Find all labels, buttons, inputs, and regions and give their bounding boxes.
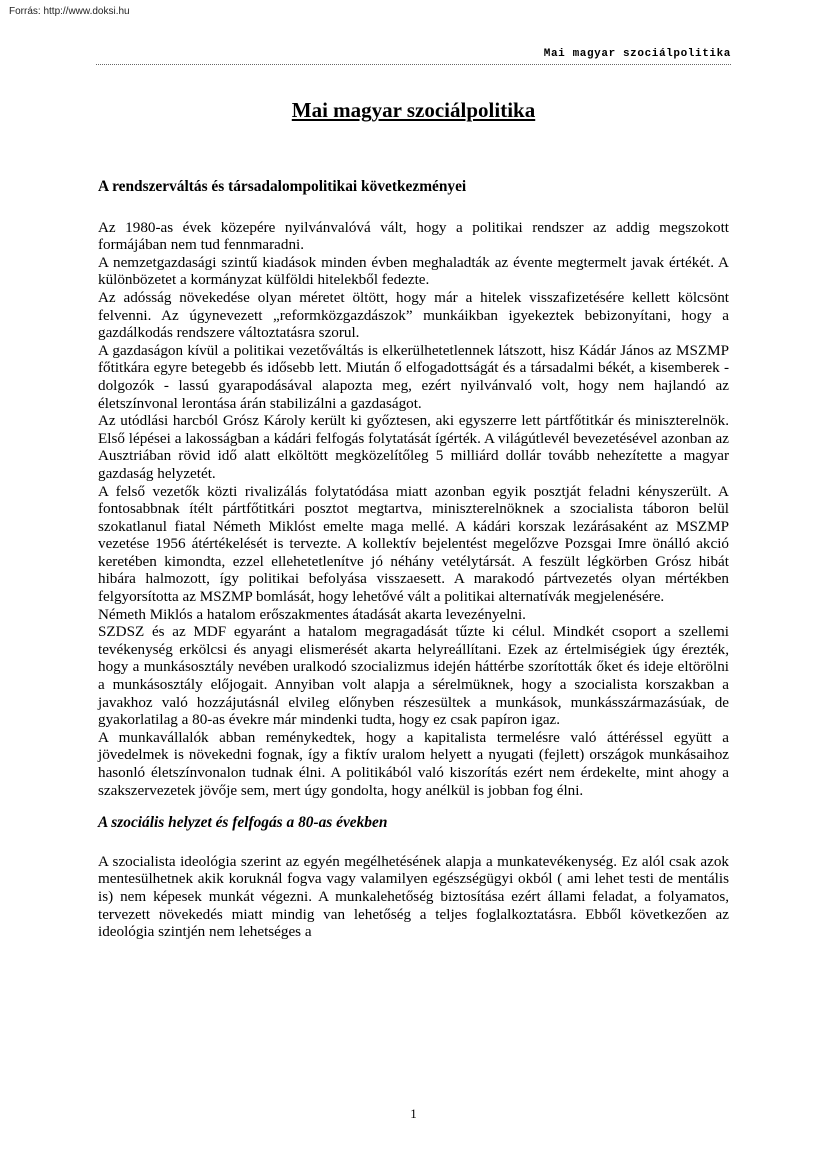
- paragraph: A munkavállalók abban reménykedtek, hogy a kapitalista termelésre való áttéréssel együtt a jövedelmek is növekedni fognak, így a fiktív uralom helyett a nyugati (fejlett) országok munkásaihoz hasonló életszínvonalon tudnak élni. A politikából való kiszorítás ezért nem érdekelte, mint ahogy a szakszervezetek jövője sem, mert úgy gondolta, hogy anélkül is jobban fog élni.: [98, 728, 729, 799]
- running-header: Mai magyar szociálpolitika: [543, 48, 731, 60]
- paragraph: A nemzetgazdasági szintű kiadások minden évben meghaladták az évente megtermelt javak értékét. A különbözetet a kormányzat külföldi hitelekből fedezte.: [98, 253, 729, 289]
- paragraph: A gazdaságon kívül a politikai vezetőváltás is elkerülhetetlennek látszott, hisz Kádár János az MSZMP főtitkára egyre betegebb és idősebb lett. Miután ő elfogadottságát és a társadalmi békét, a kisemberek - dolgozók - lassú gyarapodásával alapozta meg, ezért nyilvánvaló volt, hogy nem hajlandó az életszínvonal lerontása árán stabilizálni a gazdaságot.: [98, 341, 729, 412]
- paragraph: Németh Miklós a hatalom erőszakmentes átadását akarta levezényelni.: [98, 605, 526, 623]
- paragraph: A felső vezetők közti rivalizálás folytatódása miatt azonban egyik posztját feladni kényszerült. A fontosabbnak ítélt pártfőtitkári posztot megtartva, miniszterelnöknek a szocialista táboron belül szokatlanul fiatal Németh Miklóst emelte maga mellé. A kádári korszak lezárásaként az MSZMP vezetése 1956 átértékelését is tervezte. A kollektív bejelentést megelőzve Pozsgai Imre önálló akció keretében kimondta, ezzel ellehetetlenítve jó néhány vetélytársát. A feszült légkörben Grósz hibát hibára halmozott, így politikai befolyása visszaesett. A marakodó pártvezetés olyan mértékben felgyorsította az MSZMP bomlását, hogy lehetővé vált a politikai alternatívák megjelenésére.: [98, 482, 729, 606]
- paragraph: SZDSZ és az MDF egyaránt a hatalom megragadását tűzte ki célul. Mindkét csoport a szellemi tevékenység erkölcsi és anyagi elismerését akarta helyreállítani. Ezek az értelmiségiek úgy érezték, hogy a munkásosztály nevében uralkodó szocializmus idején háttérbe szorították őket és ideje eltörölni a munkásosztály előjogait. Annyiban volt alapja a sérelmüknek, hogy a szocialista korszakban a javakhoz való hozzájutásnál elvileg előnyben részesültek a munkások, munkásszármazásúak, de gyakorlatilag a 80-as évekre már mindenki tudta, hogy ez csak papíron igaz.: [98, 623, 729, 729]
- paragraph: A szocialista ideológia szerint az egyén megélhetésének alapja a munkatevékenység. Ez alól csak azok mentesülhetnek akik koruknál fogva vagy valamilyen egészségügyi okból ( ami lehet testi de mentális is) nem képesek munkát végezni. A munkalehetőség biztosítása ezért állami feladat, a folyamatos, tervezett növekedés miatt mindig van lehetőség a teljes foglalkoztatásra. Ebből következően az ideológia szintjén nem lehetséges a: [98, 852, 729, 941]
- page-title: Mai magyar szociálpolitika: [291, 98, 536, 122]
- paragraph: Az utódlási harcból Grósz Károly került ki győztesen, aki egyszerre lett pártfőtitkár és miniszterelnök. Első lépései a lakosságban a kádári felfogás folytatását ígérték. A világútlevél bevezetésével azonban az Ausztriában rövid idő alatt elköltött megközelítőleg 5 milliárd dollár tovább nehezítette a magyar gazdaság helyzetét.: [98, 412, 729, 482]
- paragraph: Az adósság növekedése olyan méretet öltött, hogy már a hitelek visszafizetésére kellett kölcsönt felvenni. Az úgynevezett „reformközgazdászok” munkáikban igyekeztek bebizonyítani, hogy a gazdálkodás rendszere változtatásra szorul.: [98, 288, 729, 342]
- subsection-heading: A szociális helyzet és felfogás a 80-as években: [98, 814, 388, 832]
- paragraph: Az 1980-as évek közepére nyilvánvalóvá vált, hogy a politikai rendszer az addig megszokott formájában nem tud fennmaradni.: [98, 218, 729, 254]
- source-label: Forrás: http://www.doksi.hu: [9, 6, 130, 17]
- document-body: [98, 178, 729, 941]
- page-number: 1: [410, 1106, 417, 1121]
- section-heading: A rendszerváltás és társadalompolitikai következményei: [98, 178, 467, 195]
- header-divider: [96, 64, 731, 65]
